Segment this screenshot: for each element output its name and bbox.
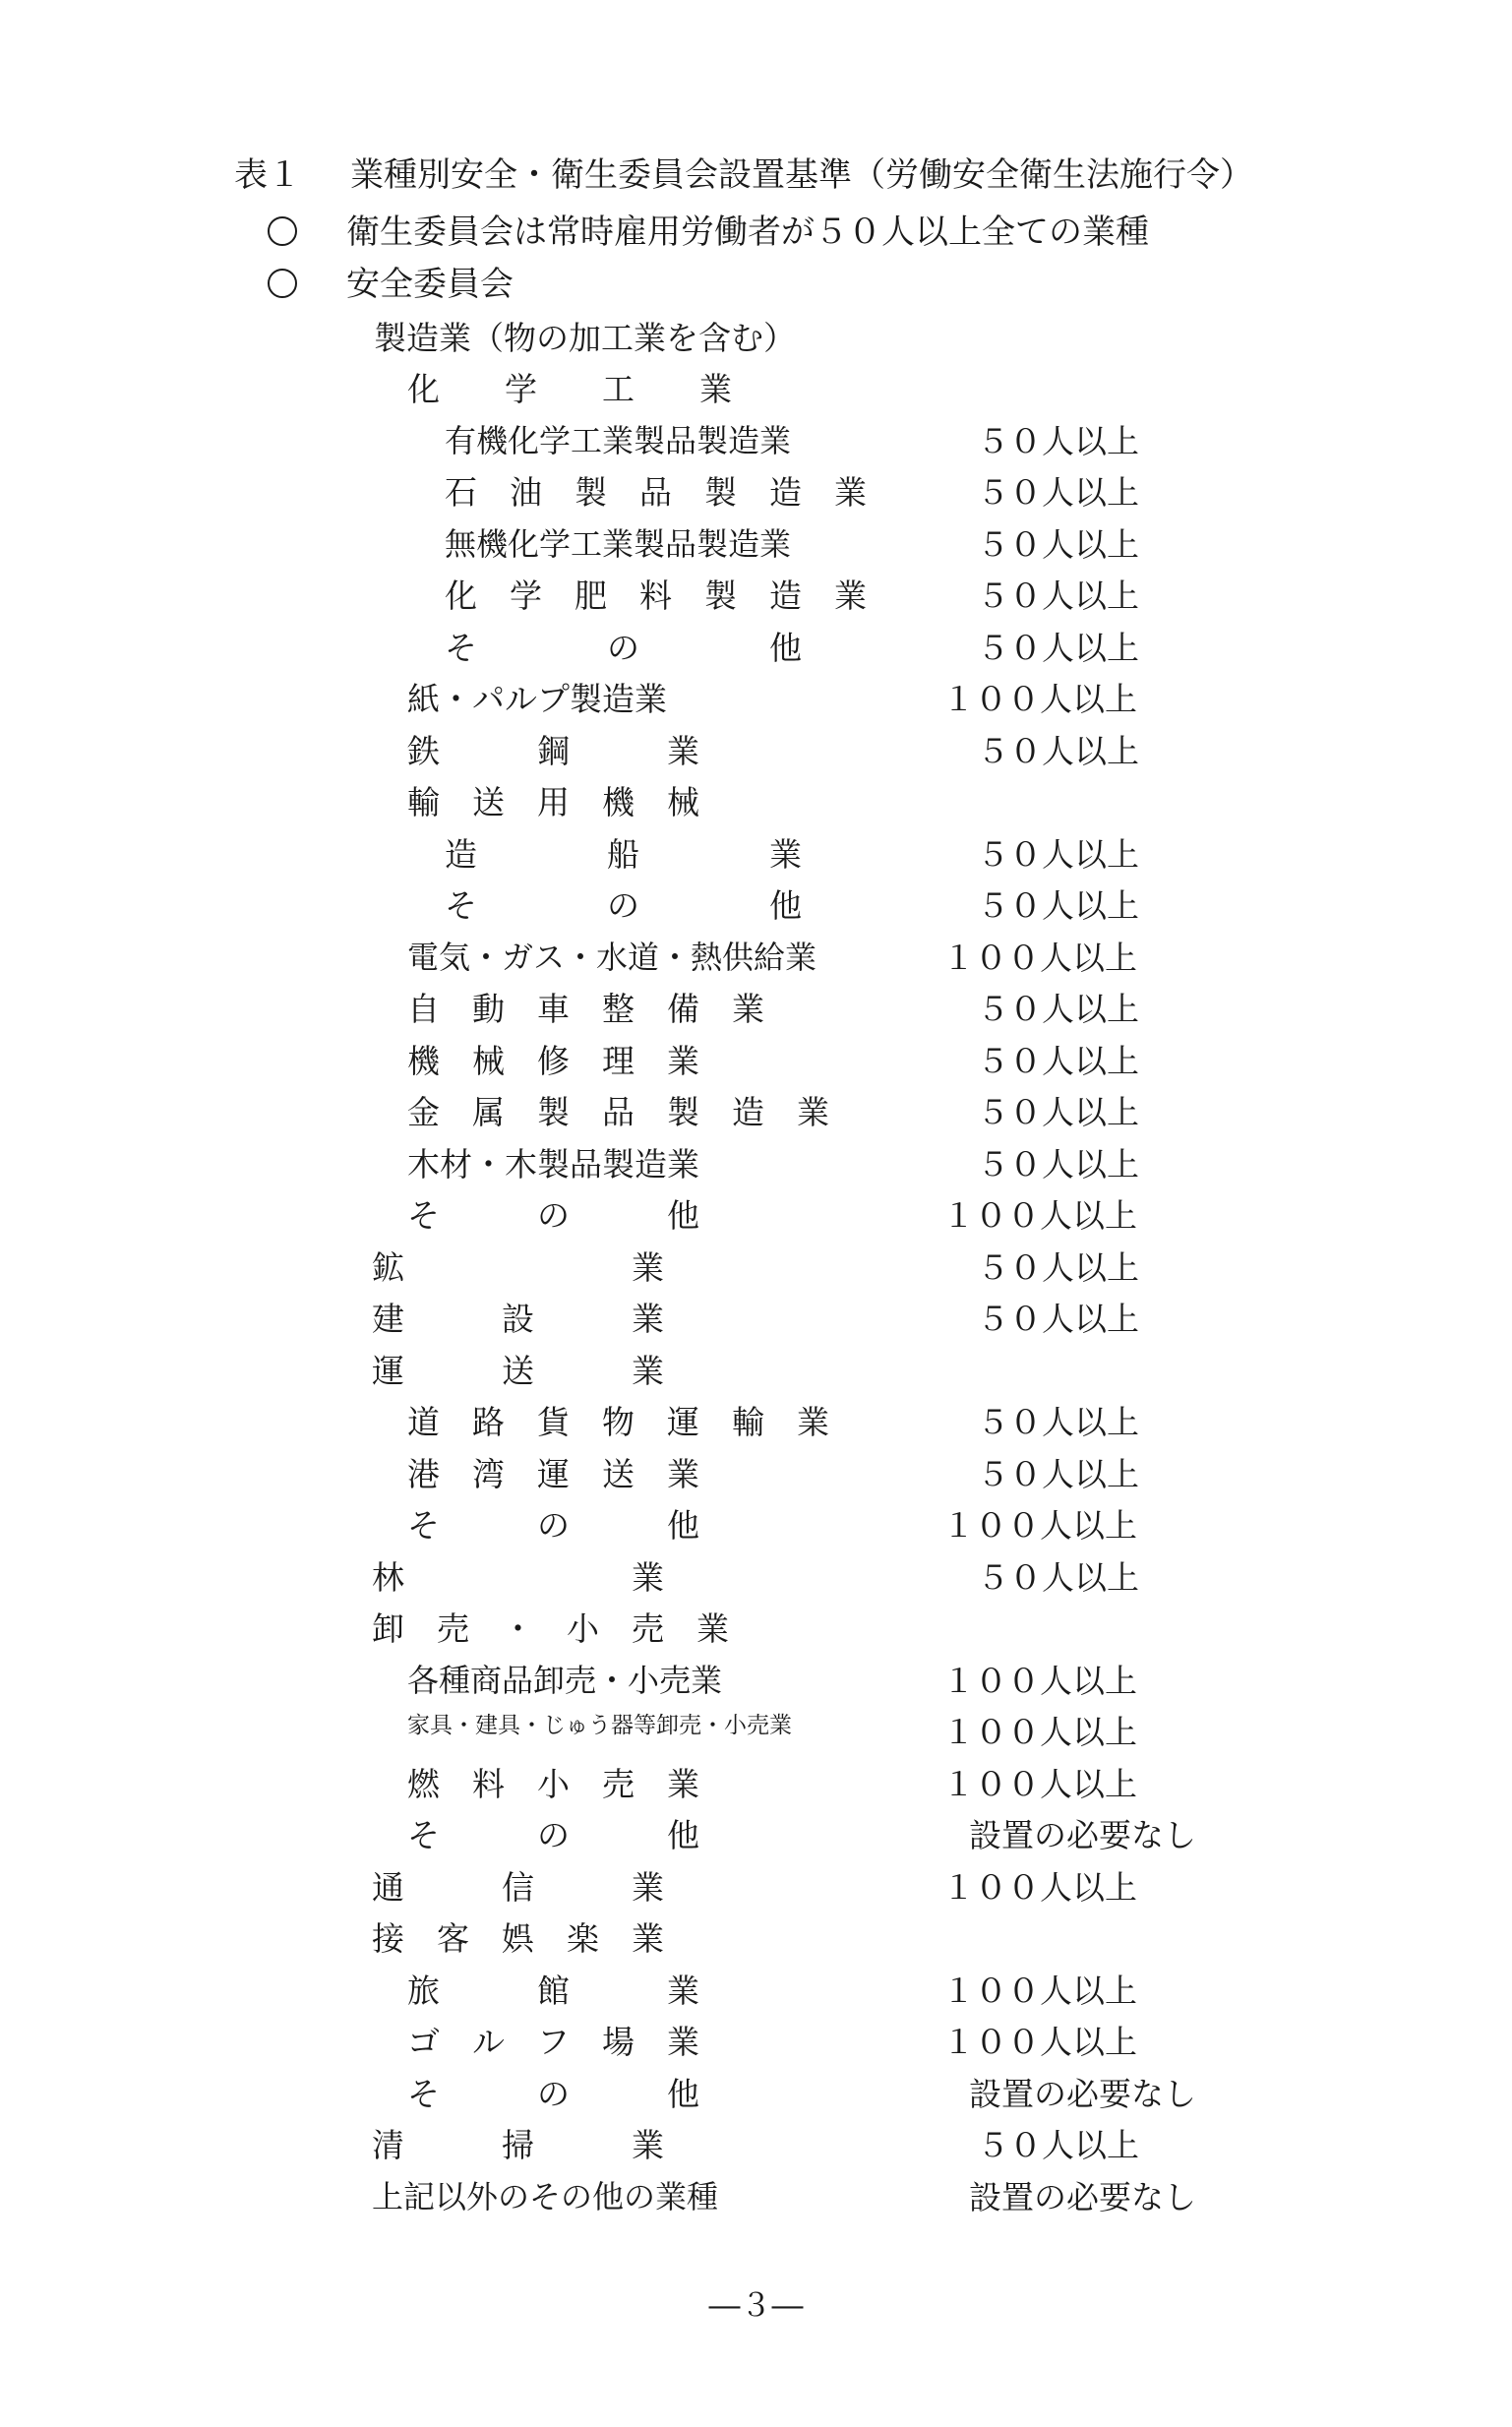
- industry-name: 造 船 業: [445, 835, 802, 874]
- table-title: [234, 148, 1253, 196]
- industry-name: 家具・建具・じゅう器等卸売・小売業: [407, 1713, 792, 1738]
- industry-name: そ の 他: [445, 629, 802, 667]
- threshold-value: 設置の必要なし: [969, 1816, 1196, 1854]
- threshold-value: 設置の必要なし: [969, 2178, 1196, 2216]
- threshold-value: ５０人以上: [977, 732, 1139, 770]
- bullet-text: 衛生委員会は常時雇用労働者が５０人以上全ての業種: [346, 212, 1149, 252]
- industry-name: 各種商品卸売・小売業: [407, 1662, 723, 1699]
- threshold-value: ５０人以上: [977, 1042, 1139, 1080]
- industry-name: 道 路 貨 物 運 輸 業: [407, 1403, 829, 1441]
- industry-name: 港 湾 運 送 業: [407, 1455, 699, 1493]
- industry-name: そ の 他: [407, 1196, 699, 1235]
- industry-name: 無機化学工業製品製造業: [445, 525, 792, 563]
- threshold-value: ５０人以上: [977, 576, 1139, 615]
- threshold-value: １００人以上: [942, 2023, 1137, 2061]
- bullet-text: 安全委員会: [346, 265, 514, 304]
- industry-name: 接 客 娯 楽 業: [372, 1919, 664, 1958]
- circle-bullet-icon: [268, 269, 297, 298]
- table-title-text: 業種別安全・衛生委員会設置基準（労働安全衛生法施行令）: [350, 155, 1253, 195]
- page-number: ―３―: [708, 2286, 804, 2324]
- threshold-value: ５０人以上: [977, 886, 1139, 925]
- threshold-value: １００人以上: [942, 1972, 1137, 2010]
- industry-name: 清 掃 業: [372, 2126, 664, 2164]
- industry-name: 鉄 鋼 業: [407, 732, 699, 770]
- industry-name: そ の 他: [407, 1506, 699, 1545]
- industry-name: 紙・パルプ製造業: [407, 680, 667, 718]
- industry-name: 建 設 業: [372, 1300, 664, 1338]
- industry-name: 輸 送 用 機 械: [407, 783, 699, 821]
- industry-name: 自 動 車 整 備 業: [407, 990, 764, 1028]
- threshold-value: ５０人以上: [977, 473, 1139, 512]
- threshold-value: １００人以上: [942, 1765, 1137, 1803]
- threshold-value: ５０人以上: [977, 2126, 1139, 2164]
- industry-name: 化 学 工 業: [407, 370, 732, 408]
- table-number: 表１: [234, 155, 301, 195]
- threshold-value: １００人以上: [942, 1506, 1137, 1545]
- threshold-value: １００人以上: [942, 1713, 1137, 1751]
- industry-name: そ の 他: [407, 1816, 699, 1854]
- industry-name: 燃 料 小 売 業: [407, 1765, 699, 1803]
- bullet-safety-committee: [268, 257, 514, 305]
- threshold-value: 設置の必要なし: [969, 2075, 1196, 2113]
- industry-name: 鉱 業: [372, 1248, 664, 1287]
- industry-name: 卸 売 ・ 小 売 業: [372, 1609, 729, 1648]
- threshold-value: ５０人以上: [977, 990, 1139, 1028]
- industry-name: 旅 館 業: [407, 1972, 699, 2010]
- threshold-value: １００人以上: [942, 1662, 1137, 1700]
- industry-name: 通 信 業: [372, 1868, 664, 1907]
- industry-name: ゴ ル フ 場 業: [407, 2023, 699, 2061]
- threshold-value: ５０人以上: [977, 1093, 1139, 1131]
- industry-name: 電気・ガス・水道・熱供給業: [407, 939, 817, 976]
- threshold-value: ５０人以上: [977, 1455, 1139, 1493]
- industry-name: 製造業（物の加工業を含む）: [374, 319, 796, 357]
- threshold-value: ５０人以上: [977, 1558, 1139, 1597]
- threshold-value: １００人以上: [942, 939, 1137, 977]
- industry-name: 林 業: [372, 1558, 664, 1597]
- industry-name: 運 送 業: [372, 1352, 664, 1390]
- industry-name: 化 学 肥 料 製 造 業: [445, 576, 867, 615]
- threshold-value: １００人以上: [942, 1196, 1137, 1235]
- industry-name: 石 油 製 品 製 造 業: [445, 473, 867, 512]
- industry-name: 有機化学工業製品製造業: [445, 422, 792, 459]
- industry-name: 上記以外のその他の業種: [372, 2178, 719, 2215]
- industry-name: 木材・木製品製造業: [407, 1145, 699, 1183]
- industry-name: そ の 他: [445, 886, 802, 925]
- threshold-value: １００人以上: [942, 1868, 1137, 1907]
- threshold-value: ５０人以上: [977, 422, 1139, 460]
- threshold-value: １００人以上: [942, 680, 1137, 718]
- bullet-health-committee: [268, 205, 1149, 253]
- threshold-value: ５０人以上: [977, 835, 1139, 874]
- threshold-value: ５０人以上: [977, 1300, 1139, 1338]
- threshold-value: ５０人以上: [977, 1145, 1139, 1183]
- industry-name: 機 械 修 理 業: [407, 1042, 699, 1080]
- threshold-value: ５０人以上: [977, 1403, 1139, 1441]
- circle-bullet-icon: [268, 216, 297, 246]
- industry-name: 金 属 製 品 製 造 業: [407, 1093, 829, 1131]
- threshold-value: ５０人以上: [977, 1248, 1139, 1287]
- threshold-value: ５０人以上: [977, 629, 1139, 667]
- industry-name: そ の 他: [407, 2075, 699, 2113]
- threshold-value: ５０人以上: [977, 525, 1139, 564]
